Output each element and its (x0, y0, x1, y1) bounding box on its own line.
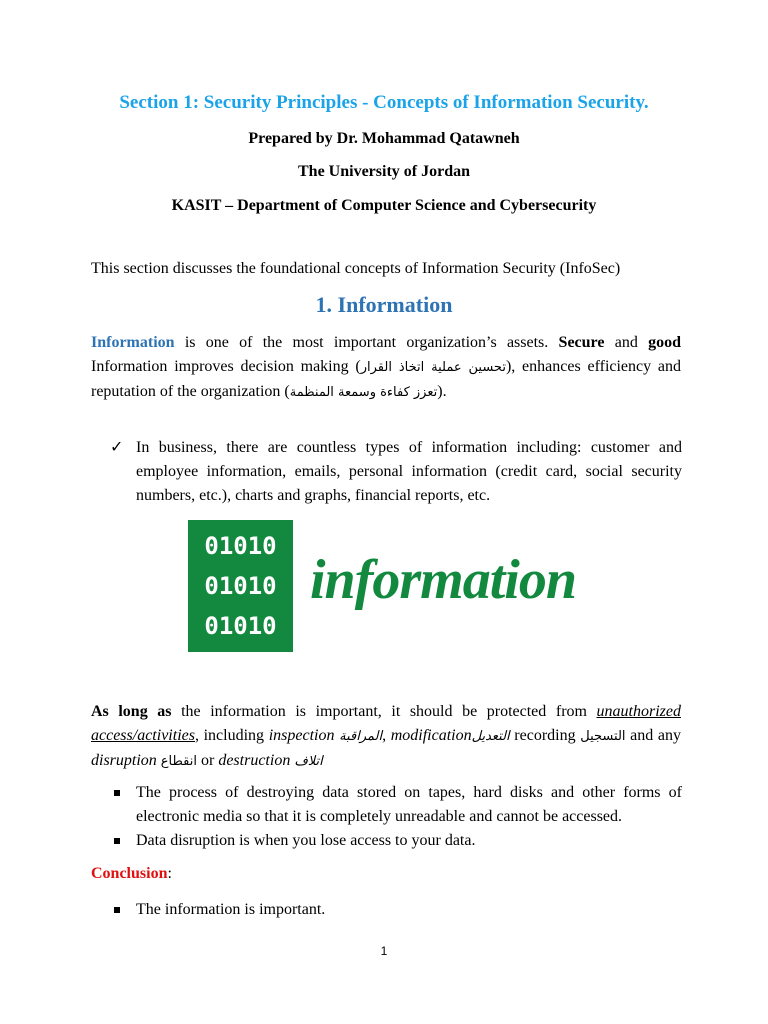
square-bullet-icon (114, 790, 120, 796)
arabic-text: اتلاف (294, 754, 323, 769)
binary-graphic (188, 520, 293, 652)
paragraph-information (91, 331, 681, 405)
text: and any (625, 727, 682, 744)
text: the information is important, it should be protected from (171, 703, 597, 720)
square-bullet-icon (114, 907, 120, 913)
section-heading: 1. Information (315, 292, 453, 317)
list-item (110, 898, 682, 922)
arabic-text: التسجيل (580, 729, 626, 744)
text: , including (194, 727, 269, 744)
binary-line: 01010 (204, 612, 277, 640)
term-modification: modification (390, 727, 472, 744)
text: ). (437, 383, 447, 400)
text: is one of the most important organization’s assets. (174, 334, 559, 351)
check-list-item (110, 436, 682, 508)
arabic-text: المراقبة (339, 729, 383, 744)
university-line: The University of Jordan (298, 163, 470, 180)
text: , (382, 727, 391, 744)
arabic-text: تحسين عملية اتخاذ القرار (360, 360, 506, 375)
text: or (197, 752, 219, 769)
text: recording (509, 727, 581, 744)
conclusion-heading (91, 862, 681, 886)
document-title: Section 1: Security Principles - Concepts of Information Security. (119, 92, 649, 113)
list-item (110, 781, 682, 829)
check-item-text: In business, there are countless types of information including: customer and employee information, emails, personal information (credit card, social security numbers, etc.), charts and graphs, financial reports, etc. (136, 439, 682, 504)
arabic-text: انقطاع (160, 754, 197, 769)
term-destruction: destruction (218, 752, 291, 769)
text: ), enhances efficiency and reputation of the organization ( (91, 358, 682, 400)
department-line: KASIT – Department of Computer Science and Cybersecurity (171, 197, 597, 214)
conclusion-label: Conclusion (91, 865, 168, 882)
intro-text: This section discusses the foundational concepts of Information Security (InfoSec) (91, 260, 621, 277)
square-bullet-icon (114, 838, 120, 844)
information-word-graphic: information (310, 549, 576, 611)
checkmark-icon: ✓ (110, 439, 124, 456)
text: and (604, 334, 649, 351)
author-line: Prepared by Dr. Mohammad Qatawneh (248, 130, 520, 147)
term-inspection: inspection (268, 727, 335, 744)
paragraph-protection (91, 700, 681, 774)
binary-line: 01010 (204, 532, 277, 560)
bullet-text: The process of destroying data stored on tapes, hard disks and other forms of electronic media so that it is completely unreadable and cannot be accessed. (136, 784, 682, 825)
keyword-secure: Secure (558, 334, 605, 351)
keyword-information: Information (91, 334, 175, 351)
arabic-text: تعزز كفاءة وسمعة المنظمة (289, 385, 438, 400)
keyword-good: good (648, 334, 681, 351)
list-item (110, 829, 682, 853)
arabic-text: التعديل (471, 729, 510, 744)
colon: : (167, 865, 172, 882)
term-disruption: disruption (91, 752, 157, 769)
underlined-phrase: unauthorized access/activities (91, 703, 681, 744)
binary-line: 01010 (204, 572, 277, 600)
text: Information improves decision making ( (91, 358, 361, 375)
bullet-text: The information is important. (136, 901, 326, 918)
keyword-as-long-as: As long as (91, 703, 172, 720)
bullet-text: Data disruption is when you lose access to your data. (136, 832, 476, 849)
page-number: 1 (380, 944, 388, 958)
